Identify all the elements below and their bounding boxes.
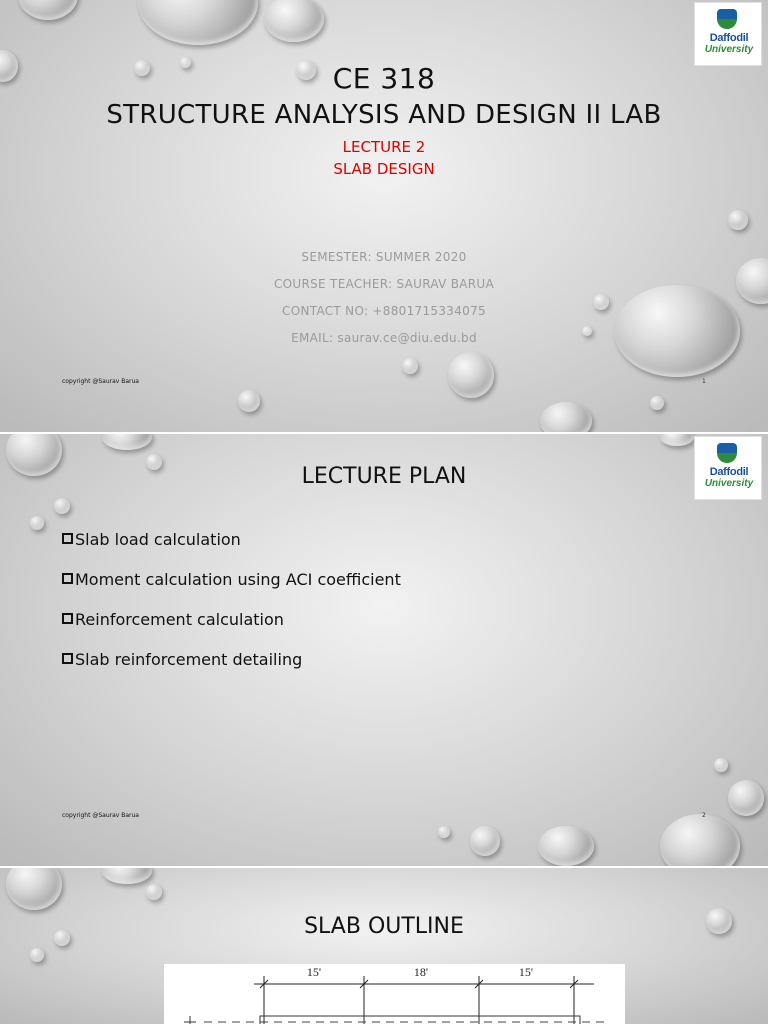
university-shield-icon xyxy=(717,443,737,463)
span-label: 15' xyxy=(306,965,322,979)
water-drop-decoration xyxy=(264,0,324,42)
slab-plan-svg xyxy=(164,964,625,1024)
water-drop-decoration xyxy=(660,814,740,866)
span-label: 18' xyxy=(413,965,429,979)
list-item-text: Moment calculation using ACI coefficient xyxy=(75,570,401,589)
water-drop-decoration xyxy=(538,826,594,866)
water-drop-decoration xyxy=(650,396,664,410)
checkbox-bullet-icon xyxy=(62,613,73,624)
water-drop-decoration xyxy=(6,868,62,910)
teacher-info: COURSE TEACHER: SAURAV BARUA xyxy=(274,277,494,291)
checkbox-bullet-icon xyxy=(62,573,73,584)
lecture-topic: SLAB DESIGN xyxy=(333,160,435,178)
water-drop-decoration xyxy=(102,434,152,450)
list-item xyxy=(62,530,401,570)
logo-text-university: University xyxy=(704,44,754,55)
water-drop-decoration xyxy=(30,948,44,962)
copyright-note: copyright @Saurav Barua xyxy=(62,378,139,385)
span-label: 15' xyxy=(518,965,534,979)
copyright-note: copyright @Saurav Barua xyxy=(62,812,139,819)
list-item xyxy=(62,610,401,650)
water-drop-decoration xyxy=(238,390,260,412)
logo-text-daffodil: Daffodil xyxy=(709,32,749,44)
course-code: CE 318 xyxy=(332,62,436,95)
water-drop-decoration xyxy=(146,884,162,900)
contact-info: CONTACT NO: +8801715334075 xyxy=(282,304,486,318)
page-number: 2 xyxy=(702,812,706,819)
list-item-text: Slab load calculation xyxy=(75,530,241,549)
water-drop-decoration xyxy=(728,780,764,816)
slab-outline-slide xyxy=(0,868,768,1024)
water-drop-decoration xyxy=(728,210,748,230)
lecture-plan-slide xyxy=(0,434,768,866)
semester-info: SEMESTER: SUMMER 2020 xyxy=(301,250,467,264)
water-drop-decoration xyxy=(402,358,418,374)
university-shield-icon xyxy=(717,9,737,29)
title-slide xyxy=(0,0,768,432)
water-drop-decoration xyxy=(660,434,694,446)
course-title: STRUCTURE ANALYSIS AND DESIGN II LAB xyxy=(106,100,662,130)
water-drop-decoration xyxy=(102,868,152,884)
water-drop-decoration xyxy=(54,498,70,514)
water-drop-decoration xyxy=(470,826,500,856)
page-number: 1 xyxy=(702,378,706,385)
list-item xyxy=(62,570,401,610)
list-item-text: Reinforcement calculation xyxy=(75,610,284,629)
email-info: EMAIL: saurav.ce@diu.edu.bd xyxy=(291,331,477,345)
water-drop-decoration xyxy=(30,516,44,530)
list-item-text: Slab reinforcement detailing xyxy=(75,650,303,669)
logo-text-university: University xyxy=(704,478,754,489)
checkbox-bullet-icon xyxy=(62,533,73,544)
slab-edge xyxy=(260,1016,580,1024)
slide-title: SLAB OUTLINE xyxy=(304,914,464,939)
water-drop-decoration xyxy=(438,826,450,838)
water-drop-decoration xyxy=(138,0,258,45)
slide-title: LECTURE PLAN xyxy=(301,464,467,489)
water-drop-decoration xyxy=(540,402,592,432)
water-drop-decoration xyxy=(18,0,78,20)
logo-text-daffodil: Daffodil xyxy=(709,466,749,478)
lecture-number: LECTURE 2 xyxy=(342,138,426,156)
water-drop-decoration xyxy=(448,352,494,398)
lecture-plan-list xyxy=(62,530,401,690)
checkbox-bullet-icon xyxy=(62,653,73,664)
list-item xyxy=(62,650,401,690)
water-drop-decoration xyxy=(714,758,728,772)
slab-outline-drawing xyxy=(164,964,625,1024)
university-logo xyxy=(694,2,762,66)
